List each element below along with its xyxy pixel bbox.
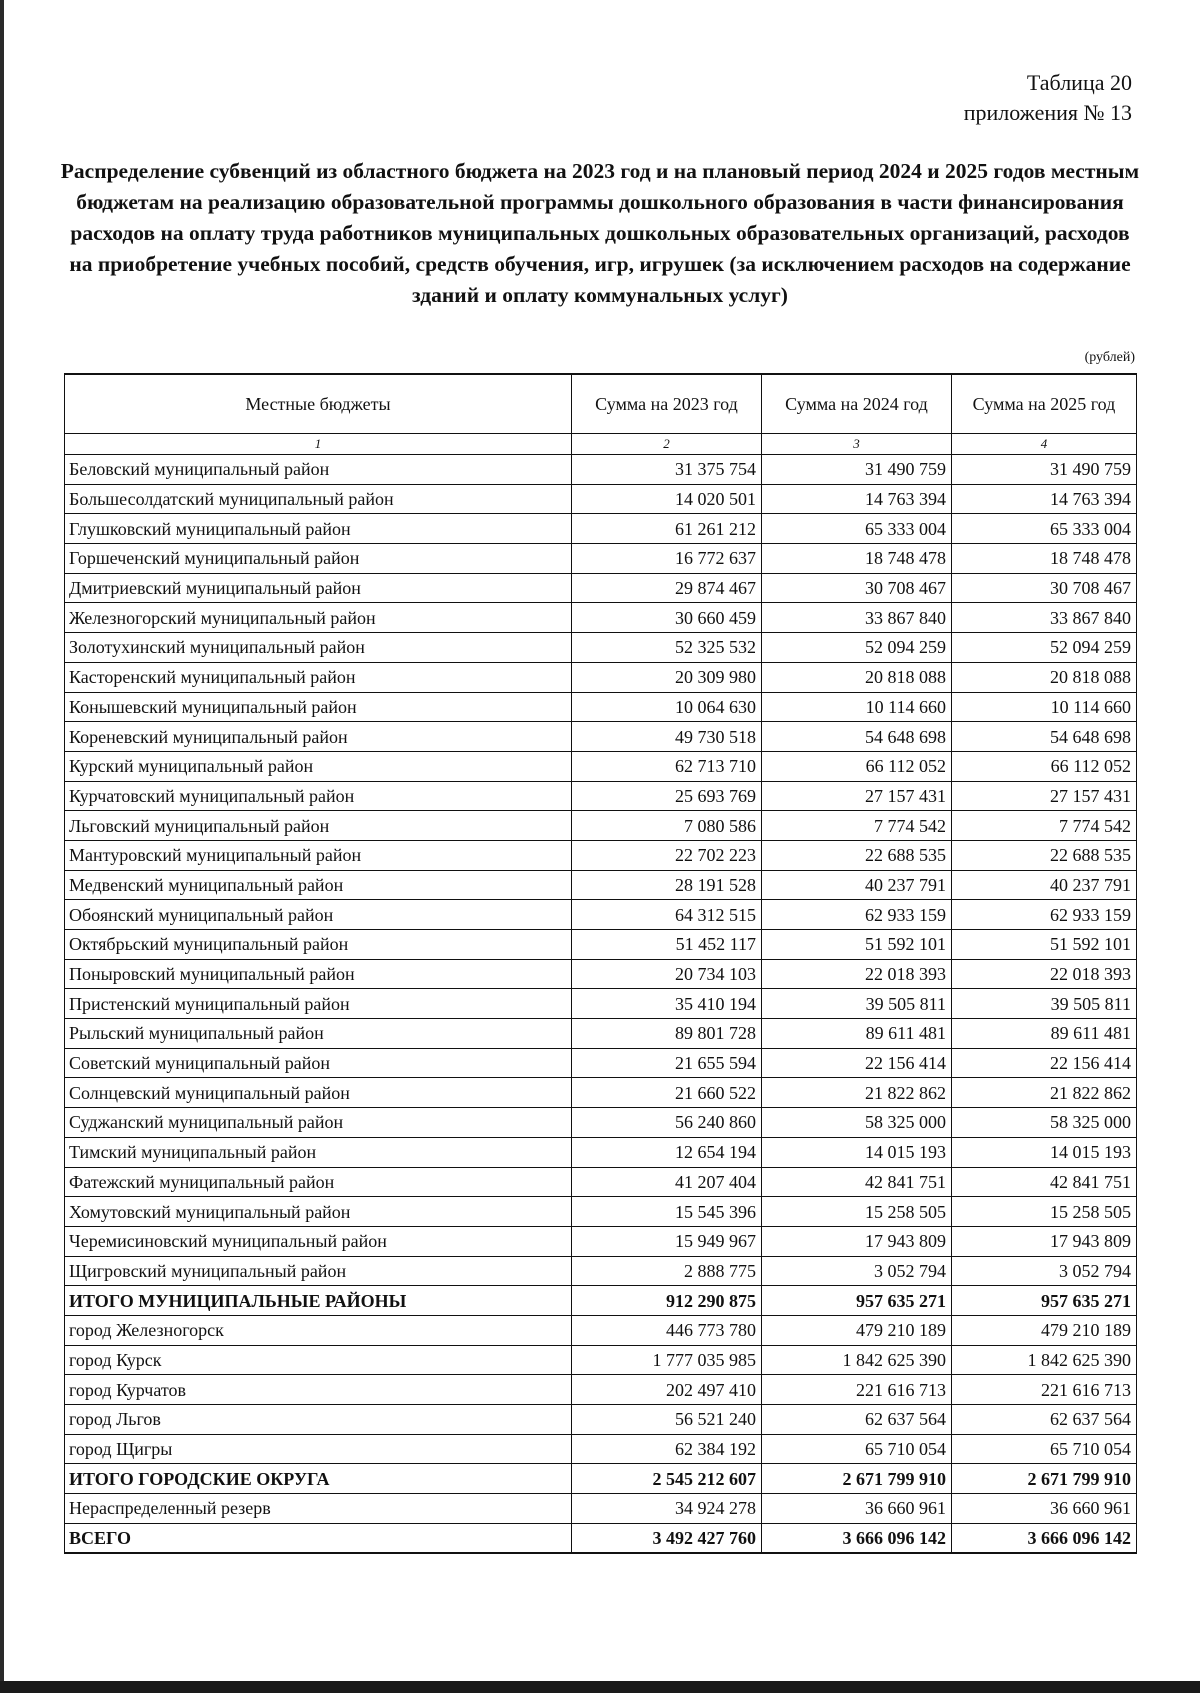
amount-2025-cell: 22 156 414 — [952, 1048, 1137, 1078]
amount-2024-cell: 18 748 478 — [762, 544, 952, 574]
column-number-row — [65, 434, 1137, 455]
scan-edge-left — [0, 0, 4, 1693]
table-row — [65, 1167, 1137, 1197]
amount-2023-cell: 62 384 192 — [572, 1434, 762, 1464]
amount-2025-cell: 39 505 811 — [952, 989, 1137, 1019]
budget-name-cell: ИТОГО ГОРОДСКИЕ ОКРУГА — [65, 1464, 572, 1494]
table-row — [65, 959, 1137, 989]
amount-2023-cell: 49 730 518 — [572, 722, 762, 752]
amount-2023-cell: 62 713 710 — [572, 751, 762, 781]
amount-2024-cell: 31 490 759 — [762, 455, 952, 485]
amount-2025-cell: 20 818 088 — [952, 662, 1137, 692]
budget-name-cell: Тимский муниципальный район — [65, 1137, 572, 1167]
table-row — [65, 1108, 1137, 1138]
table-row — [65, 455, 1137, 485]
amount-2023-cell: 20 309 980 — [572, 662, 762, 692]
amount-2023-cell: 56 521 240 — [572, 1405, 762, 1435]
table-row — [65, 930, 1137, 960]
amount-2024-cell: 52 094 259 — [762, 633, 952, 663]
amount-2023-cell: 10 064 630 — [572, 692, 762, 722]
table-row — [65, 781, 1137, 811]
amount-2024-cell: 7 774 542 — [762, 811, 952, 841]
amount-2025-cell: 65 710 054 — [952, 1434, 1137, 1464]
amount-2025-cell: 51 592 101 — [952, 930, 1137, 960]
table-row — [65, 1048, 1137, 1078]
amount-2023-cell: 25 693 769 — [572, 781, 762, 811]
amount-2023-cell: 2 888 775 — [572, 1256, 762, 1286]
amount-2024-cell: 1 842 625 390 — [762, 1345, 952, 1375]
budget-name-cell: Дмитриевский муниципальный район — [65, 573, 572, 603]
amount-2025-cell: 31 490 759 — [952, 455, 1137, 485]
amount-2025-cell: 33 867 840 — [952, 603, 1137, 633]
amount-2025-cell: 14 015 193 — [952, 1137, 1137, 1167]
table-row — [65, 633, 1137, 663]
header-sum-2025: Сумма на 2025 год — [952, 374, 1137, 434]
amount-2024-cell: 21 822 862 — [762, 1078, 952, 1108]
column-number: 3 — [762, 434, 952, 455]
amount-2024-cell: 54 648 698 — [762, 722, 952, 752]
table-row — [65, 1256, 1137, 1286]
header-sum-2024: Сумма на 2024 год — [762, 374, 952, 434]
amount-2023-cell: 21 655 594 — [572, 1048, 762, 1078]
amount-2023-cell: 20 734 103 — [572, 959, 762, 989]
table-row — [65, 573, 1137, 603]
table-row — [65, 840, 1137, 870]
amount-2024-cell: 2 671 799 910 — [762, 1464, 952, 1494]
table-row — [65, 514, 1137, 544]
budget-name-cell: Медвенский муниципальный район — [65, 870, 572, 900]
amount-2023-cell: 14 020 501 — [572, 484, 762, 514]
table-reference — [964, 68, 1132, 128]
amount-2024-cell: 15 258 505 — [762, 1197, 952, 1227]
budget-name-cell: Касторенский муниципальный район — [65, 662, 572, 692]
amount-2024-cell: 89 611 481 — [762, 1019, 952, 1049]
amount-2024-cell: 14 763 394 — [762, 484, 952, 514]
amount-2025-cell: 21 822 862 — [952, 1078, 1137, 1108]
table-header-row — [65, 374, 1137, 434]
budget-name-cell: Советский муниципальный район — [65, 1048, 572, 1078]
table-row — [65, 870, 1137, 900]
amount-2024-cell: 65 333 004 — [762, 514, 952, 544]
budget-name-cell: Суджанский муниципальный район — [65, 1108, 572, 1138]
budget-name-cell: Железногорский муниципальный район — [65, 603, 572, 633]
budget-name-cell: город Курчатов — [65, 1375, 572, 1405]
amount-2024-cell: 479 210 189 — [762, 1315, 952, 1345]
amount-2023-cell: 15 949 967 — [572, 1226, 762, 1256]
amount-2025-cell: 36 660 961 — [952, 1494, 1137, 1524]
budget-name-cell: Пристенский муниципальный район — [65, 989, 572, 1019]
amount-2024-cell: 40 237 791 — [762, 870, 952, 900]
column-number: 1 — [65, 434, 572, 455]
amount-2024-cell: 65 710 054 — [762, 1434, 952, 1464]
amount-2024-cell: 62 637 564 — [762, 1405, 952, 1435]
amount-2023-cell: 89 801 728 — [572, 1019, 762, 1049]
amount-2025-cell: 30 708 467 — [952, 573, 1137, 603]
amount-2024-cell: 10 114 660 — [762, 692, 952, 722]
amount-2025-cell: 15 258 505 — [952, 1197, 1137, 1227]
header-local-budgets: Местные бюджеты — [65, 374, 572, 434]
amount-2025-cell: 957 635 271 — [952, 1286, 1137, 1316]
amount-2023-cell: 51 452 117 — [572, 930, 762, 960]
amount-2024-cell: 221 616 713 — [762, 1375, 952, 1405]
column-number: 4 — [952, 434, 1137, 455]
amount-2023-cell: 61 261 212 — [572, 514, 762, 544]
amount-2024-cell: 51 592 101 — [762, 930, 952, 960]
table-row — [65, 1078, 1137, 1108]
amount-2024-cell: 30 708 467 — [762, 573, 952, 603]
amount-2025-cell: 40 237 791 — [952, 870, 1137, 900]
amount-2023-cell: 52 325 532 — [572, 633, 762, 663]
amount-2025-cell: 1 842 625 390 — [952, 1345, 1137, 1375]
amount-2023-cell: 41 207 404 — [572, 1167, 762, 1197]
budget-name-cell: Солнцевский муниципальный район — [65, 1078, 572, 1108]
amount-2024-cell: 42 841 751 — [762, 1167, 952, 1197]
budget-name-cell: Нераспределенный резерв — [65, 1494, 572, 1524]
amount-2023-cell: 30 660 459 — [572, 603, 762, 633]
amount-2023-cell: 16 772 637 — [572, 544, 762, 574]
budget-name-cell: Большесолдатский муниципальный район — [65, 484, 572, 514]
amount-2024-cell: 3 052 794 — [762, 1256, 952, 1286]
budget-name-cell: Кореневский муниципальный район — [65, 722, 572, 752]
amount-2023-cell: 1 777 035 985 — [572, 1345, 762, 1375]
amount-2023-cell: 56 240 860 — [572, 1108, 762, 1138]
budget-name-cell: Фатежский муниципальный район — [65, 1167, 572, 1197]
budget-name-cell: Черемисиновский муниципальный район — [65, 1226, 572, 1256]
budget-name-cell: Поныровский муниципальный район — [65, 959, 572, 989]
table-row — [65, 1494, 1137, 1524]
table-row — [65, 544, 1137, 574]
budget-name-cell: ИТОГО МУНИЦИПАЛЬНЫЕ РАЙОНЫ — [65, 1286, 572, 1316]
amount-2024-cell: 27 157 431 — [762, 781, 952, 811]
table-row — [65, 603, 1137, 633]
amount-2023-cell: 3 492 427 760 — [572, 1523, 762, 1553]
table-row — [65, 1345, 1137, 1375]
budget-name-cell: Золотухинский муниципальный район — [65, 633, 572, 663]
amount-2024-cell: 957 635 271 — [762, 1286, 952, 1316]
table-row — [65, 1375, 1137, 1405]
budget-name-cell: город Щигры — [65, 1434, 572, 1464]
amount-2023-cell: 912 290 875 — [572, 1286, 762, 1316]
header-sum-2023: Сумма на 2023 год — [572, 374, 762, 434]
table-row — [65, 692, 1137, 722]
amount-2023-cell: 2 545 212 607 — [572, 1464, 762, 1494]
amount-2025-cell: 3 052 794 — [952, 1256, 1137, 1286]
amount-2025-cell: 52 094 259 — [952, 633, 1137, 663]
table-row — [65, 1137, 1137, 1167]
budget-name-cell: город Льгов — [65, 1405, 572, 1435]
amount-2024-cell: 22 688 535 — [762, 840, 952, 870]
amount-2024-cell: 66 112 052 — [762, 751, 952, 781]
amount-2023-cell: 22 702 223 — [572, 840, 762, 870]
amount-2025-cell: 22 018 393 — [952, 959, 1137, 989]
table-row — [65, 811, 1137, 841]
amount-2024-cell: 39 505 811 — [762, 989, 952, 1019]
amount-2023-cell: 21 660 522 — [572, 1078, 762, 1108]
amount-2023-cell: 29 874 467 — [572, 573, 762, 603]
units-label: (рублей) — [1084, 350, 1135, 365]
table-row — [65, 722, 1137, 752]
amount-2023-cell: 28 191 528 — [572, 870, 762, 900]
budget-name-cell: Горшеченский муниципальный район — [65, 544, 572, 574]
budget-name-cell: Хомутовский муниципальный район — [65, 1197, 572, 1227]
amount-2023-cell: 31 375 754 — [572, 455, 762, 485]
amount-2025-cell: 27 157 431 — [952, 781, 1137, 811]
amount-2023-cell: 15 545 396 — [572, 1197, 762, 1227]
table-row — [65, 900, 1137, 930]
column-number: 2 — [572, 434, 762, 455]
table-total-row — [65, 1464, 1137, 1494]
amount-2024-cell: 20 818 088 — [762, 662, 952, 692]
table-row — [65, 484, 1137, 514]
amount-2025-cell: 62 637 564 — [952, 1405, 1137, 1435]
scan-edge-bottom — [0, 1681, 1200, 1693]
amount-2023-cell: 446 773 780 — [572, 1315, 762, 1345]
amount-2025-cell: 479 210 189 — [952, 1315, 1137, 1345]
amount-2025-cell: 10 114 660 — [952, 692, 1137, 722]
budget-name-cell: Курчатовский муниципальный район — [65, 781, 572, 811]
budget-name-cell: Глушковский муниципальный район — [65, 514, 572, 544]
budget-name-cell: Курский муниципальный район — [65, 751, 572, 781]
budget-name-cell: Обоянский муниципальный район — [65, 900, 572, 930]
amount-2023-cell: 7 080 586 — [572, 811, 762, 841]
document-title: Распределение субвенций из областного бюджета на 2023 год и на плановый период 2024 и 2025 годов местным бюджетам на реализацию образовательной программы дошкольного образования в части финансирования расходов на оплату труда работников муниципальных дошкольных образовательных организаций, расходов на приобретение учебных пособий, средств обучения, игр, игрушек (за исключением расходов на содержание зданий и оплату коммунальных услуг) — [60, 159, 1140, 307]
amount-2025-cell: 2 671 799 910 — [952, 1464, 1137, 1494]
budget-name-cell: город Курск — [65, 1345, 572, 1375]
table-row — [65, 1315, 1137, 1345]
amount-2025-cell: 62 933 159 — [952, 900, 1137, 930]
budget-name-cell: Мантуровский муниципальный район — [65, 840, 572, 870]
amount-2024-cell: 17 943 809 — [762, 1226, 952, 1256]
table-row — [65, 751, 1137, 781]
table-row — [65, 1434, 1137, 1464]
budget-name-cell: Беловский муниципальный район — [65, 455, 572, 485]
table-row — [65, 1019, 1137, 1049]
budget-name-cell: Щигровский муниципальный район — [65, 1256, 572, 1286]
budget-name-cell: город Железногорск — [65, 1315, 572, 1345]
table-row — [65, 1226, 1137, 1256]
amount-2023-cell: 202 497 410 — [572, 1375, 762, 1405]
table-total-row — [65, 1286, 1137, 1316]
amount-2025-cell: 22 688 535 — [952, 840, 1137, 870]
amount-2024-cell: 22 018 393 — [762, 959, 952, 989]
amount-2025-cell: 89 611 481 — [952, 1019, 1137, 1049]
amount-2023-cell: 64 312 515 — [572, 900, 762, 930]
amount-2024-cell: 58 325 000 — [762, 1108, 952, 1138]
amount-2025-cell: 7 774 542 — [952, 811, 1137, 841]
budget-name-cell: ВСЕГО — [65, 1523, 572, 1553]
budget-table — [64, 373, 1137, 1554]
amount-2025-cell: 66 112 052 — [952, 751, 1137, 781]
amount-2025-cell: 42 841 751 — [952, 1167, 1137, 1197]
table-body — [65, 455, 1137, 1554]
budget-name-cell: Рыльский муниципальный район — [65, 1019, 572, 1049]
amount-2025-cell: 3 666 096 142 — [952, 1523, 1137, 1553]
budget-name-cell: Октябрьский муниципальный район — [65, 930, 572, 960]
amount-2024-cell: 36 660 961 — [762, 1494, 952, 1524]
amount-2024-cell: 62 933 159 — [762, 900, 952, 930]
amount-2024-cell: 22 156 414 — [762, 1048, 952, 1078]
table-row — [65, 1197, 1137, 1227]
appendix-number: приложения № 13 — [963, 100, 1132, 125]
budget-name-cell: Льговский муниципальный район — [65, 811, 572, 841]
amount-2025-cell: 54 648 698 — [952, 722, 1137, 752]
table-number: Таблица 20 — [1026, 70, 1132, 95]
table-row — [65, 662, 1137, 692]
amount-2025-cell: 18 748 478 — [952, 544, 1137, 574]
amount-2025-cell: 221 616 713 — [952, 1375, 1137, 1405]
amount-2025-cell: 17 943 809 — [952, 1226, 1137, 1256]
amount-2024-cell: 3 666 096 142 — [762, 1523, 952, 1553]
amount-2025-cell: 58 325 000 — [952, 1108, 1137, 1138]
table-total-row — [65, 1523, 1137, 1553]
amount-2023-cell: 12 654 194 — [572, 1137, 762, 1167]
amount-2023-cell: 34 924 278 — [572, 1494, 762, 1524]
table-row — [65, 1405, 1137, 1435]
amount-2025-cell: 65 333 004 — [952, 514, 1137, 544]
amount-2023-cell: 35 410 194 — [572, 989, 762, 1019]
budget-name-cell: Конышевский муниципальный район — [65, 692, 572, 722]
amount-2024-cell: 14 015 193 — [762, 1137, 952, 1167]
amount-2025-cell: 14 763 394 — [952, 484, 1137, 514]
amount-2024-cell: 33 867 840 — [762, 603, 952, 633]
table-row — [65, 989, 1137, 1019]
